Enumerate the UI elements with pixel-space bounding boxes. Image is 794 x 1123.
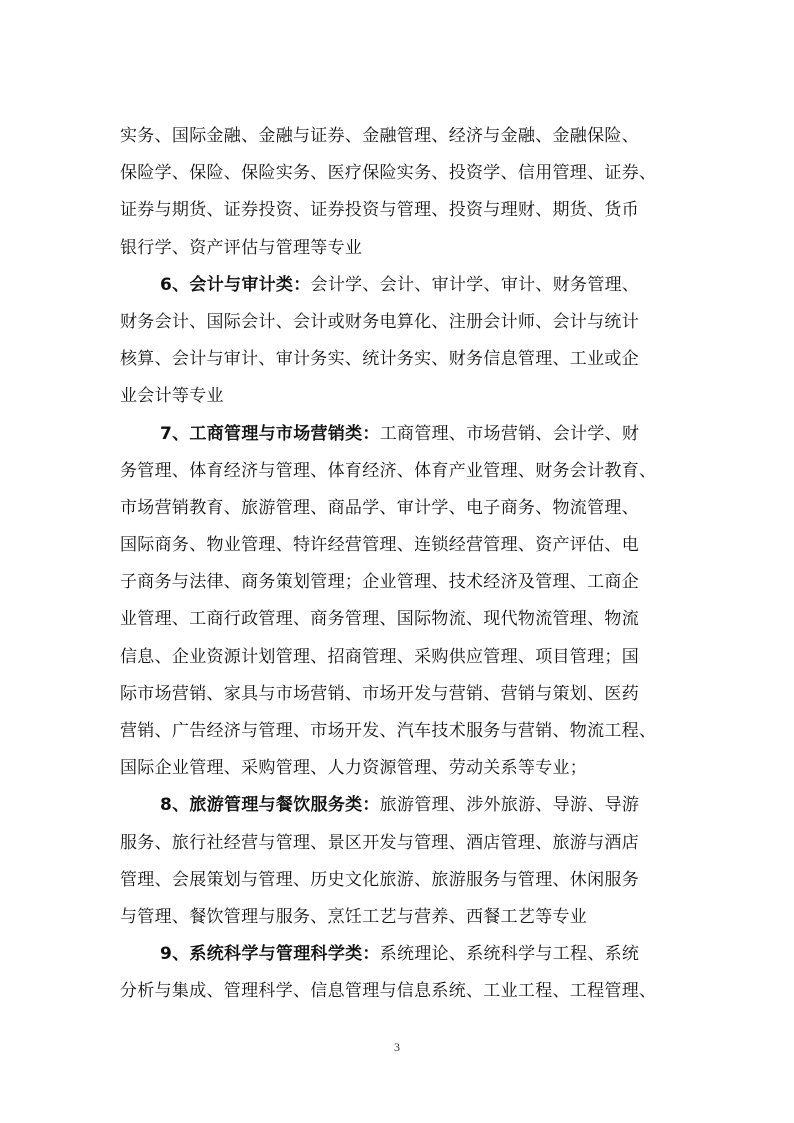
- section-heading: 6、会计与审计类：: [160, 274, 311, 295]
- section-heading-line: 8、旅游管理与餐饮服务类：旅游管理、涉外旅游、导游、导游: [160, 795, 640, 816]
- section-heading: 9、系统科学与管理科学类：: [160, 944, 380, 965]
- text-line: 银行学、资产评估与管理等专业: [120, 237, 363, 258]
- section-heading-line: 9、系统科学与管理科学类：系统理论、系统科学与工程、系统: [160, 944, 640, 965]
- section-heading: 8、旅游管理与餐饮服务类：: [160, 795, 380, 816]
- text-line: 服务、旅行社经营与管理、景区开发与管理、酒店管理、旅游与酒店: [120, 832, 639, 853]
- text-line: 市场营销教育、旅游管理、商品学、审计学、电子商务、物流管理、: [120, 497, 639, 518]
- text-line: 业管理、工商行政管理、商务管理、国际物流、现代物流管理、物流: [120, 609, 639, 630]
- text-line: 分析与集成、管理科学、信息管理与信息系统、工业工程、工程管理、: [120, 981, 657, 1002]
- text-line: 管理、会展策划与管理、历史文化旅游、旅游服务与管理、休闲服务: [120, 869, 639, 890]
- page-number: 3: [394, 1040, 400, 1054]
- text-line: 业会计等专业: [120, 386, 224, 407]
- text-line: 国际商务、物业管理、特许经营管理、连锁经营管理、资产评估、电: [120, 535, 639, 556]
- text-line: 国际企业管理、采购管理、人力资源管理、劳动关系等专业；: [120, 758, 588, 779]
- section-heading-line: 7、工商管理与市场营销类：工商管理、市场营销、会计学、财: [160, 423, 640, 444]
- text-line: 与管理、餐饮管理与服务、烹饪工艺与营养、西餐工艺等专业: [120, 906, 588, 927]
- text-line: 保险学、保险、保险实务、医疗保险实务、投资学、信用管理、证券、: [120, 163, 657, 184]
- text-line: 证券与期货、证券投资、证券投资与管理、投资与理财、期货、货币: [120, 200, 639, 221]
- text-line: 际市场营销、家具与市场营销、市场开发与营销、营销与策划、医药: [120, 683, 639, 704]
- document-body: [120, 118, 674, 1011]
- text-line: 营销、广告经济与管理、市场开发、汽车技术服务与营销、物流工程、: [120, 721, 657, 741]
- text-line: 信息、企业资源计划管理、招商管理、采购供应管理、项目管理；国: [120, 646, 639, 667]
- text-line: 子商务与法律、商务策划管理；企业管理、技术经济及管理、工商企: [120, 572, 639, 593]
- text-line: 务管理、体育经济与管理、体育经济、体育产业管理、财务会计教育、: [120, 460, 657, 481]
- section-heading: 7、工商管理与市场营销类：: [160, 423, 380, 444]
- text-line: 实务、国际金融、金融与证券、金融管理、经济与金融、金融保险、: [120, 126, 639, 146]
- section-heading-line: 6、会计与审计类：会计学、会计、审计学、审计、财务管理、: [160, 274, 640, 295]
- text-line: 核算、会计与审计、审计务实、统计务实、财务信息管理、工业或企: [120, 349, 639, 370]
- text-line: 财务会计、国际会计、会计或财务电算化、注册会计师、会计与统计: [120, 311, 639, 332]
